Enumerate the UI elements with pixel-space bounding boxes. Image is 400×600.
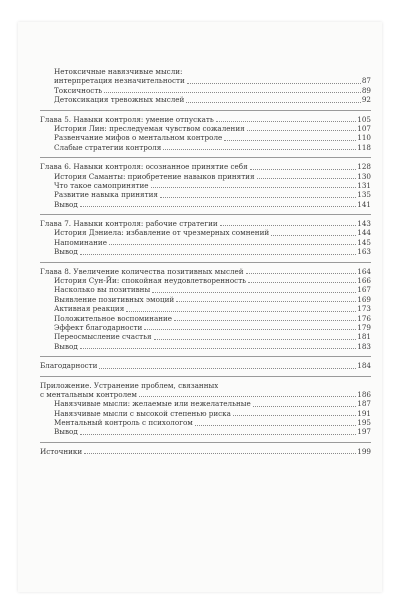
toc-chapter-entry: [40, 390, 371, 399]
dot-leader: [139, 396, 356, 397]
toc-page-number: 167: [357, 285, 371, 295]
dot-leader: [187, 83, 361, 84]
toc-page-number: 110: [357, 133, 371, 143]
toc-entry: [40, 124, 371, 133]
toc-section: [40, 214, 371, 257]
toc-page-number: 169: [357, 294, 371, 304]
toc-entry: [40, 228, 371, 237]
toc-section: [40, 262, 371, 352]
dot-leader: [195, 425, 356, 426]
toc-entry: [40, 190, 371, 199]
toc-entry-title: Положительное воспоминание: [54, 313, 173, 323]
toc-entry-title: История Сун-Йи: спокойная неудовлетворенность: [54, 276, 247, 286]
toc-entry-title: Благодарности: [40, 361, 98, 371]
dot-leader: [152, 292, 356, 293]
dot-leader: [163, 149, 356, 150]
toc-entry-title: Глава 6. Навыки контроля: осознанное принятие себя: [40, 162, 248, 172]
toc-entry-title: Вывод: [54, 247, 78, 257]
toc-entry: [40, 172, 371, 181]
toc-chapter-entry: [40, 162, 371, 171]
toc-page-number: 145: [357, 237, 371, 247]
toc-entry-title: История Лин: преследуемая чувством сожаления: [54, 123, 245, 133]
toc-entry: [40, 399, 371, 408]
dot-leader: [248, 282, 356, 283]
dot-leader: [257, 178, 357, 179]
toc-chapter-entry: [40, 115, 371, 124]
dot-leader: [154, 339, 357, 340]
toc-page-number: 92: [361, 95, 371, 105]
toc-entry-title: Вывод: [54, 427, 78, 437]
toc-section: [40, 356, 371, 370]
dot-leader: [250, 169, 357, 170]
toc-section: [40, 157, 371, 209]
toc-entry-title: История Дэниела: избавление от чрезмерных сомнений: [54, 228, 270, 238]
toc-entry-title: Вывод: [54, 341, 78, 351]
toc-entry: [40, 67, 371, 76]
toc-entry-title: Вывод: [54, 199, 78, 209]
dot-leader: [220, 225, 357, 226]
toc-entry-title: Навязчивые мысли с высокой степенью риска: [54, 408, 231, 418]
dot-leader: [216, 121, 356, 122]
toc-entry: [40, 76, 371, 85]
toc-entry-title: Глава 8. Увеличение количества позитивных мыслей: [40, 266, 244, 276]
toc-page-number: 128: [357, 162, 371, 172]
toc-page-number: 105: [357, 114, 371, 124]
toc-entry: [40, 409, 371, 418]
dot-leader: [247, 130, 357, 131]
toc-entry-title: интерпретация незначительности: [54, 76, 185, 86]
toc-entry-title: Детоксикация тревожных мыслей: [54, 95, 185, 105]
toc-page-number: 184: [357, 361, 371, 371]
dot-leader: [144, 329, 356, 330]
toc-entry-title: Развитие навыка принятия: [54, 190, 158, 200]
toc-page-number: 187: [357, 399, 371, 409]
toc-entry: [40, 332, 371, 341]
toc-page-number: 89: [361, 85, 371, 95]
toc-section: [40, 376, 371, 437]
toc-entry-title: Переосмысление счастья: [54, 332, 152, 342]
toc-entry-title: с ментальным контролем: [40, 389, 137, 399]
toc-entry-title: Что такое самопринятие: [54, 180, 149, 190]
toc-page-number: 195: [357, 418, 371, 428]
toc-entry-title: Глава 7. Навыки контроля: рабочие стратегии: [40, 219, 218, 229]
toc-entry: [40, 133, 371, 142]
toc-chapter-entry: [40, 267, 371, 276]
toc-entry: [40, 95, 371, 104]
dot-leader: [174, 320, 356, 321]
dot-leader: [109, 244, 356, 245]
toc-page-number: 186: [357, 389, 371, 399]
toc-entry-title: Эффект благодарности: [54, 322, 143, 332]
toc-page-number: 176: [357, 313, 371, 323]
toc-page-number: 131: [357, 180, 371, 190]
toc-page-number: 107: [357, 123, 371, 133]
toc-page-number: 130: [357, 171, 371, 181]
toc-entry: [40, 86, 371, 95]
toc-entry-title: Напоминание: [54, 237, 107, 247]
dot-leader: [80, 254, 356, 255]
toc-section: [40, 67, 371, 105]
toc-entry: [40, 295, 371, 304]
toc-page-number: 166: [357, 276, 371, 286]
dot-leader: [176, 301, 356, 302]
table-of-contents: [40, 67, 371, 456]
dot-leader: [80, 348, 356, 349]
toc-entry-title: Активная реакция: [54, 304, 125, 314]
dot-leader: [84, 453, 356, 454]
dot-leader: [253, 406, 356, 407]
toc-page-number: 197: [357, 427, 371, 437]
dot-leader: [99, 368, 356, 369]
toc-chapter-entry: [40, 361, 371, 370]
dot-leader: [104, 92, 361, 93]
toc-page-number: 191: [357, 408, 371, 418]
dot-leader: [126, 311, 356, 312]
toc-entry-title: Выявление позитивных эмоций: [54, 294, 175, 304]
toc-entry: [40, 200, 371, 209]
toc-page-number: 143: [357, 219, 371, 229]
toc-entry: [40, 238, 371, 247]
toc-entry-title: Навязчивые мысли: желаемые или нежелательные: [54, 399, 251, 409]
toc-entry-title: Глава 5. Навыки контроля: умение отпускать: [40, 114, 214, 124]
toc-chapter-entry: [40, 219, 371, 228]
toc-chapter-entry: [40, 447, 371, 456]
toc-entry: [40, 181, 371, 190]
dot-leader: [80, 206, 356, 207]
toc-page-number: 118: [357, 142, 371, 152]
toc-entry-title: Развенчание мифов о ментальном контроле: [54, 133, 223, 143]
dot-leader: [271, 235, 356, 236]
toc-entry: [40, 314, 371, 323]
toc-entry: [40, 247, 371, 256]
toc-entry: [40, 342, 371, 351]
toc-page-number: 135: [357, 190, 371, 200]
toc-entry-title: Ментальный контроль с психологом: [54, 418, 193, 428]
dot-leader: [160, 197, 356, 198]
dot-leader: [224, 140, 356, 141]
toc-page-number: 179: [357, 322, 371, 332]
toc-page-number: 183: [357, 341, 371, 351]
toc-page-number: 141: [357, 199, 371, 209]
toc-entry-title: Слабые стратегии контроля: [54, 142, 162, 152]
toc-page-number: 181: [357, 332, 371, 342]
toc-entry: [40, 428, 371, 437]
toc-page-number: 144: [357, 228, 371, 238]
dot-leader: [246, 273, 357, 274]
toc-entry: [40, 276, 371, 285]
toc-page-number: 173: [357, 304, 371, 314]
toc-entry: [40, 304, 371, 313]
toc-entry-title: Насколько вы позитивны: [54, 285, 151, 295]
dot-leader: [80, 434, 356, 435]
toc-entry: [40, 143, 371, 152]
toc-entry: [40, 323, 371, 332]
toc-section: [40, 442, 371, 456]
toc-page-number: 163: [357, 247, 371, 257]
dot-leader: [151, 187, 357, 188]
toc-page-number: 164: [357, 266, 371, 276]
toc-entry-title: Приложение. Устранение проблем, связанных: [40, 380, 219, 390]
dot-leader: [186, 102, 361, 103]
toc-page-number: 199: [357, 446, 371, 456]
toc-entry-title: Нетоксичные навязчивые мысли:: [54, 66, 183, 76]
toc-chapter-entry: [40, 381, 371, 390]
toc-entry-title: Токсичность: [54, 85, 103, 95]
dot-leader: [233, 415, 356, 416]
toc-entry: [40, 418, 371, 427]
toc-entry: [40, 285, 371, 294]
toc-section: [40, 110, 371, 153]
toc-entry-title: Источники: [40, 446, 83, 456]
toc-page-number: 87: [361, 76, 371, 86]
toc-entry-title: История Саманты: приобретение навыков принятия: [54, 171, 255, 181]
